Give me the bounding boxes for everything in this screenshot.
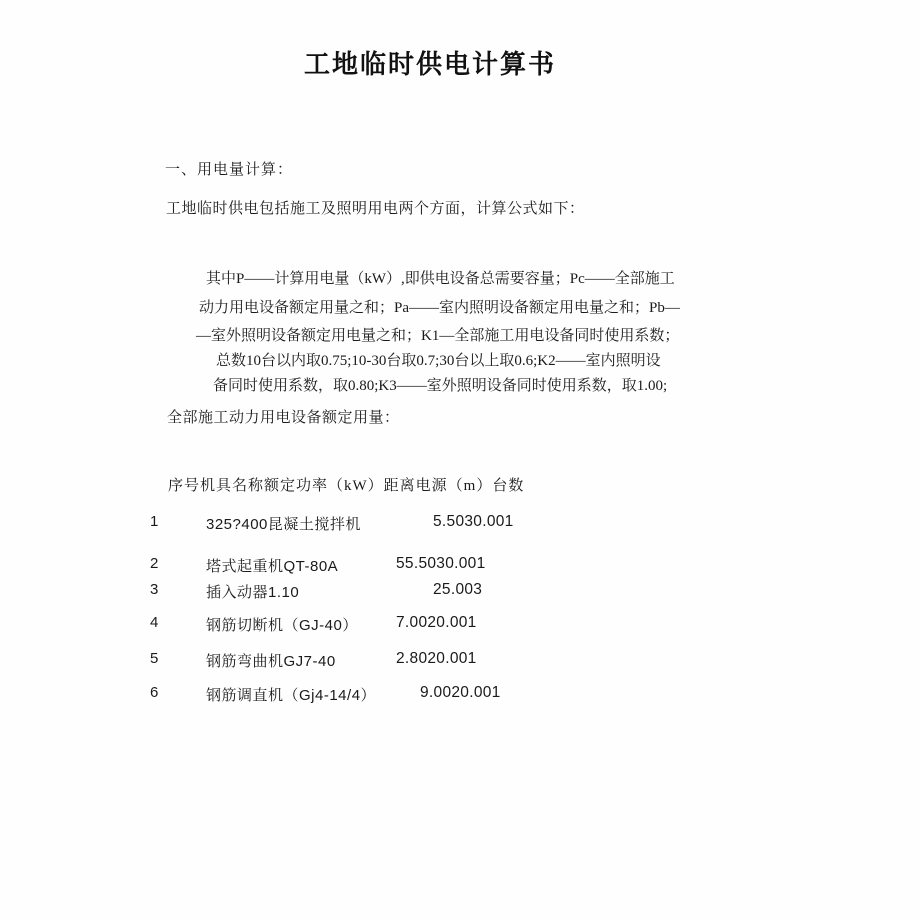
row-number: 6 <box>150 684 159 701</box>
machine-name: 钢筋切断机（GJ-40） <box>206 617 358 634</box>
machine-name: 插入动器1.10 <box>206 584 300 601</box>
formula-paragraph-line: 其中P——计算用电量（kW）,即供电设备总需要容量；Pc——全部施工 <box>206 271 675 287</box>
row-number: 2 <box>150 555 159 572</box>
machine-name: 钢筋调直机（Gj4-14/4） <box>206 687 377 704</box>
machine-name: 钢筋弯曲机GJ7-40 <box>206 653 336 670</box>
row-values: 9.0020.001 <box>420 684 501 701</box>
intro-paragraph: 工地临时供电包括施工及照明用电两个方面，计算公式如下： <box>166 201 585 217</box>
row-number: 5 <box>150 650 159 667</box>
row-number: 1 <box>150 513 159 530</box>
coefficient-paragraph-line: 总数10台以内取0.75;10-30台取0.7;30台以上取0.6;K2——室内照明设 <box>216 353 661 369</box>
row-number: 3 <box>150 581 159 598</box>
machine-name: 塔式起重机QT-80A <box>206 558 339 575</box>
coefficient-paragraph-line: 备同时使用系数，取0.80;K3——室外照明设备同时使用系数，取1.00; <box>213 378 668 394</box>
document-title: 工地临时供电计算书 <box>303 50 556 79</box>
row-values: 5.5030.001 <box>433 513 514 530</box>
formula-paragraph-line: 动力用电设备额定用量之和；Pa——室内照明设备额定用电量之和；Pb— <box>199 300 680 316</box>
row-values: 2.8020.001 <box>396 650 477 667</box>
machine-name: 325?400昆凝土搅拌机 <box>206 516 361 533</box>
row-values: 25.003 <box>433 581 483 598</box>
formula-paragraph-line: —室外照明设备额定用电量之和；K1—全部施工用电设备同时使用系数； <box>196 328 680 344</box>
row-number: 4 <box>150 614 159 631</box>
section-heading: 一、用电量计算： <box>165 162 294 178</box>
equipment-table-header: 序号机具名称额定功率（kW）距离电源（m）台数 <box>168 478 525 494</box>
row-values: 7.0020.001 <box>396 614 477 631</box>
equipment-subtotal-label: 全部施工动力用电设备额定用量： <box>167 410 400 426</box>
row-values: 55.5030.001 <box>396 555 486 572</box>
